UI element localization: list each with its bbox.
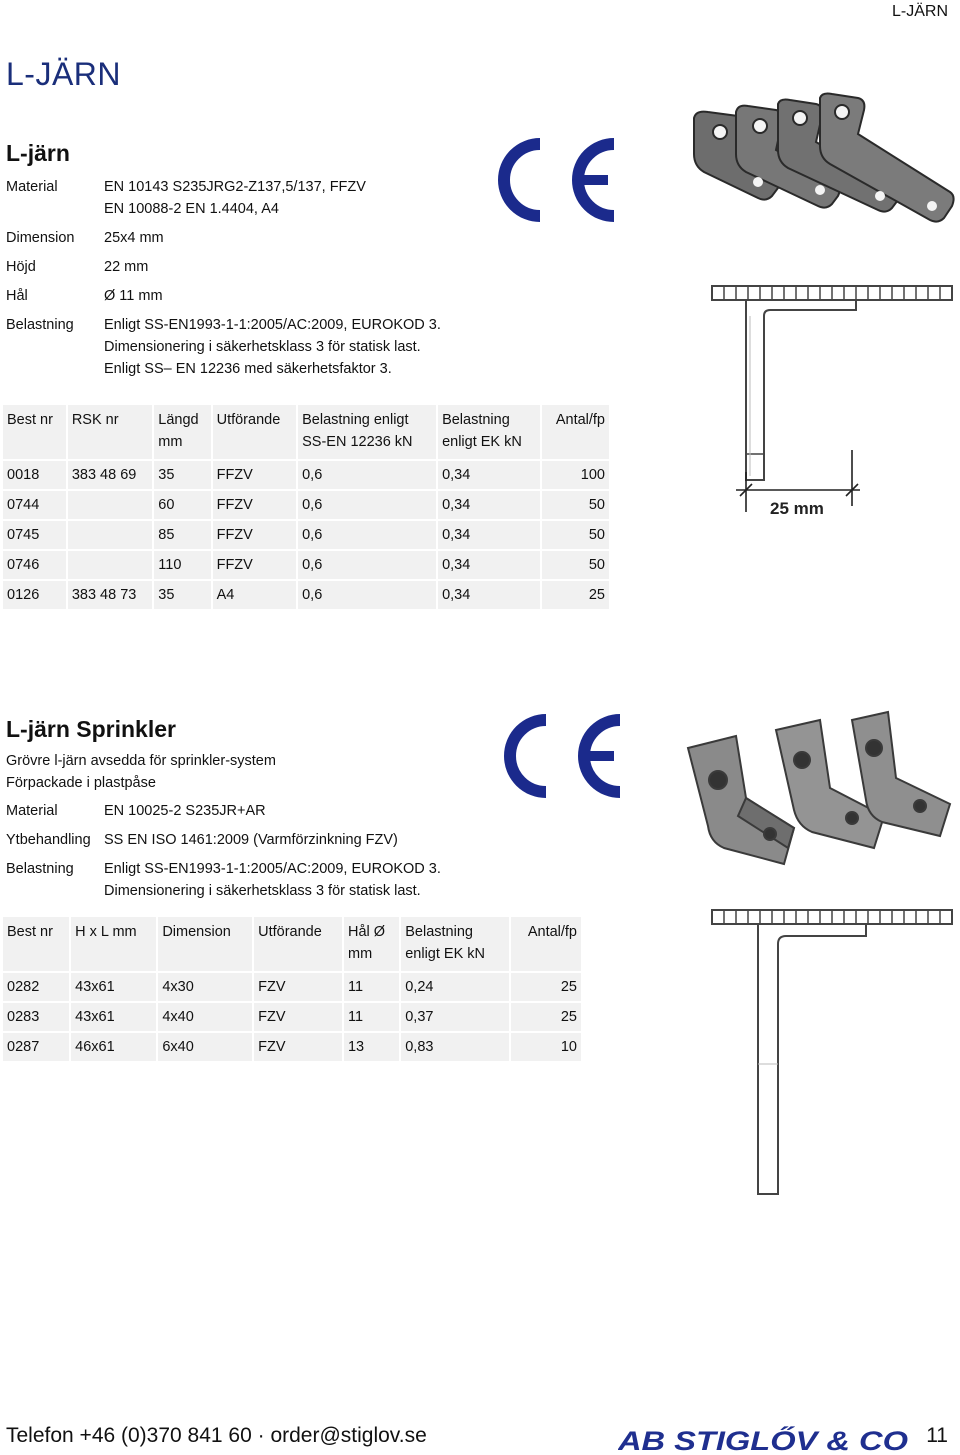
product-table-l-jarn [1, 403, 611, 611]
table-row [3, 973, 581, 1001]
cell-belastning-ss: 0,6 [298, 551, 436, 579]
col-header-dimension: Dimension [158, 917, 252, 971]
brand-logo [618, 1425, 918, 1455]
spec-label: Hål [6, 288, 28, 304]
table-header-row [3, 405, 609, 459]
table-row [3, 1003, 581, 1031]
cell-hxl: 43x61 [71, 973, 156, 1001]
spec-row-hal [6, 285, 441, 307]
spec-label: Belastning [6, 317, 74, 333]
cell-antal: 50 [542, 551, 609, 579]
table-header-row [3, 917, 581, 971]
cell-antal: 25 [511, 1003, 581, 1031]
cell-hal: 13 [344, 1033, 399, 1061]
col-header-utforande: Utförande [213, 405, 297, 459]
table-row [3, 581, 609, 609]
col-header-belastning-ek: Belastning enligt EK kN [438, 405, 540, 459]
ce-mark-icon [500, 710, 628, 802]
table-row [3, 1033, 581, 1061]
col-header-antal: Antal/fp [511, 917, 581, 971]
cell-dimension: 4x40 [158, 1003, 252, 1031]
cell-langd: 60 [154, 491, 210, 519]
spec-value: 25x4 mm [104, 230, 164, 246]
cell-belastning-ek: 0,34 [438, 581, 540, 609]
cell-hxl: 46x61 [71, 1033, 156, 1061]
col-header-hal: Hål Ø mm [344, 917, 399, 971]
spec-list-sprinkler [6, 800, 441, 909]
cell-utforande: FFZV [213, 461, 297, 489]
cell-belastning-ss: 0,6 [298, 581, 436, 609]
cell-best-nr: 0283 [3, 1003, 69, 1031]
bracket-drawing [706, 280, 956, 550]
running-header: L-JÄRN [891, 3, 948, 20]
section-title-sprinkler: L-järn Sprinkler [6, 716, 176, 742]
cell-utforande: A4 [213, 581, 297, 609]
bracket-photo [686, 92, 958, 234]
table-row [3, 491, 609, 519]
col-header-belastning-ek: Belastning enligt EK kN [401, 917, 509, 971]
spec-row-belastning [6, 314, 441, 380]
spec-row-ytbehandling [6, 829, 441, 851]
spec-value: Enligt SS-EN1993-1-1:2005/AC:2009, EUROKOD 3. Dimensionering i säkerhetsklass 3 för statisk last. Enligt SS– EN 12236 med säkerhetsfaktor 3. [104, 317, 441, 377]
spec-label: Ytbehandling [6, 832, 91, 848]
cell-antal: 10 [511, 1033, 581, 1061]
col-header-rsk-nr: RSK nr [68, 405, 152, 459]
cell-best-nr: 0282 [3, 973, 69, 1001]
spec-row-material [6, 176, 441, 220]
cell-best-nr: 0745 [3, 521, 66, 549]
cell-utforande: FZV [254, 1033, 342, 1061]
footer-contact: Telefon +46 (0)370 841 60 · order@stiglov.se [6, 1424, 427, 1447]
cell-best-nr: 0126 [3, 581, 66, 609]
table-row [3, 521, 609, 549]
spec-row-hojd [6, 256, 441, 278]
dimension-label: 25 mm [770, 499, 824, 518]
bracket-drawing [706, 904, 956, 1204]
spec-label: Höjd [6, 259, 36, 275]
cell-belastning-ek: 0,83 [401, 1033, 509, 1061]
cell-antal: 50 [542, 521, 609, 549]
col-header-langd: Längd mm [154, 405, 210, 459]
col-header-best-nr: Best nr [3, 917, 69, 971]
spec-row-belastning [6, 858, 441, 902]
cell-best-nr: 0744 [3, 491, 66, 519]
spec-value: Ø 11 mm [104, 288, 163, 304]
cell-antal: 25 [511, 973, 581, 1001]
spec-label: Material [6, 803, 58, 819]
cell-belastning-ss: 0,6 [298, 461, 436, 489]
cell-dimension: 4x30 [158, 973, 252, 1001]
cell-antal: 100 [542, 461, 609, 489]
cell-belastning-ek: 0,34 [438, 551, 540, 579]
spec-label: Belastning [6, 861, 74, 877]
cell-best-nr: 0018 [3, 461, 66, 489]
col-header-utforande: Utförande [254, 917, 342, 971]
spec-value: EN 10143 S235JRG2-Z137,5/137, FFZV EN 10088-2 EN 1.4404, A4 [104, 179, 366, 217]
cell-rsk-nr: 383 48 69 [68, 461, 152, 489]
cell-langd: 35 [154, 461, 210, 489]
bracket-photo [684, 708, 956, 868]
product-table-sprinkler [1, 915, 583, 1063]
cell-rsk-nr [68, 521, 152, 549]
spec-list-l-jarn [6, 176, 441, 387]
spec-row-material [6, 800, 441, 822]
cell-belastning-ss: 0,6 [298, 521, 436, 549]
cell-utforande: FFZV [213, 491, 297, 519]
brand-logo-text: AB STIGLŐV & CO [618, 1426, 859, 1455]
spec-value: EN 10025-2 S235JR+AR [104, 803, 266, 819]
spec-label: Dimension [6, 230, 75, 246]
spec-row-dimension [6, 227, 441, 249]
ce-mark-icon [494, 134, 622, 226]
cell-rsk-nr: 383 48 73 [68, 581, 152, 609]
col-header-antal: Antal/fp [542, 405, 609, 459]
intro-line: Förpackade i plastpåse [6, 775, 156, 791]
intro-line: Grövre l-järn avsedda för sprinkler-system [6, 753, 276, 769]
section-intro [6, 750, 276, 794]
cell-utforande: FZV [254, 1003, 342, 1031]
cell-antal: 25 [542, 581, 609, 609]
cell-langd: 110 [154, 551, 210, 579]
cell-hal: 11 [344, 973, 399, 1001]
cell-hxl: 43x61 [71, 1003, 156, 1031]
cell-best-nr: 0746 [3, 551, 66, 579]
cell-utforande: FFZV [213, 551, 297, 579]
page-number: 11 [926, 1424, 948, 1447]
cell-rsk-nr [68, 551, 152, 579]
cell-hal: 11 [344, 1003, 399, 1031]
cell-langd: 85 [154, 521, 210, 549]
col-header-hxl: H x L mm [71, 917, 156, 971]
cell-belastning-ek: 0,34 [438, 491, 540, 519]
cell-dimension: 6x40 [158, 1033, 252, 1061]
spec-value: SS EN ISO 1461:2009 (Varmförzinkning FZV) [104, 832, 398, 848]
col-header-belastning-ss: Belastning enligt SS-EN 12236 kN [298, 405, 436, 459]
cell-belastning-ek: 0,37 [401, 1003, 509, 1031]
page-title: L-JÄRN [6, 56, 122, 92]
cell-belastning-ss: 0,6 [298, 491, 436, 519]
col-header-best-nr: Best nr [3, 405, 66, 459]
cell-belastning-ek: 0,24 [401, 973, 509, 1001]
cell-utforande: FFZV [213, 521, 297, 549]
cell-langd: 35 [154, 581, 210, 609]
cell-belastning-ek: 0,34 [438, 461, 540, 489]
cell-belastning-ek: 0,34 [438, 521, 540, 549]
table-row [3, 461, 609, 489]
cell-best-nr: 0287 [3, 1033, 69, 1061]
cell-utforande: FZV [254, 973, 342, 1001]
table-row [3, 551, 609, 579]
section-title-l-jarn: L-järn [6, 140, 70, 166]
spec-value: 22 mm [104, 259, 149, 275]
cell-rsk-nr [68, 491, 152, 519]
spec-value: Enligt SS-EN1993-1-1:2005/AC:2009, EUROKOD 3. Dimensionering i säkerhetsklass 3 för statisk last. [104, 861, 441, 899]
spec-label: Material [6, 179, 58, 195]
cell-antal: 50 [542, 491, 609, 519]
